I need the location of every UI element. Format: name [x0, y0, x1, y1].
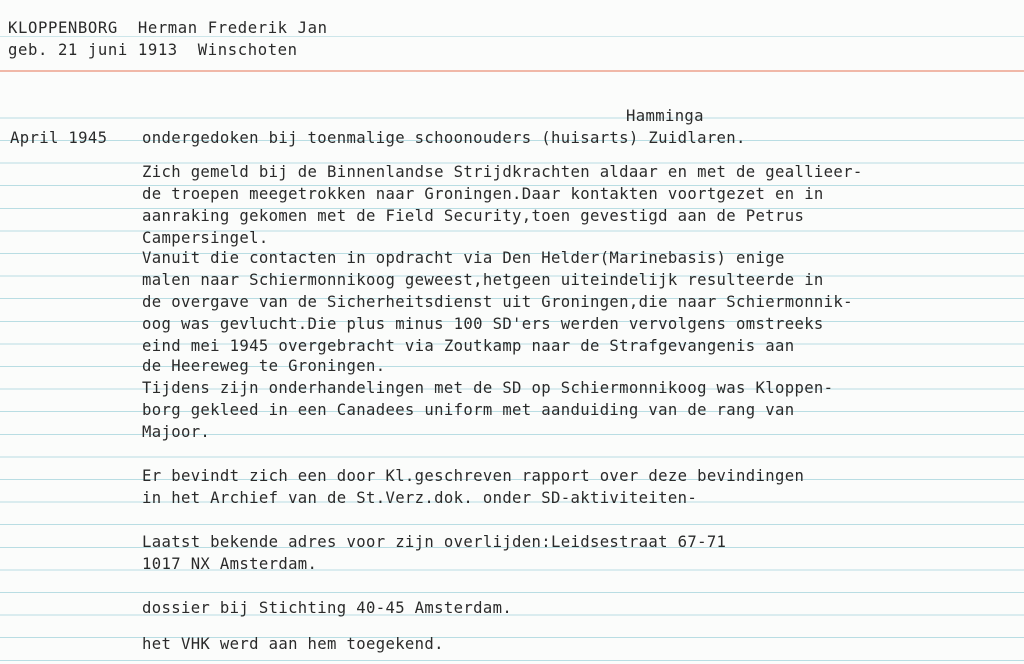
- entry-first-line: ondergedoken bij toenmalige schoonouders (huisarts) Zuidlaren.: [142, 129, 746, 147]
- body-line: de Heereweg te Groningen.: [142, 357, 386, 375]
- body-line: borg gekleed in een Canadees uniform met aanduiding van de rang van: [142, 401, 795, 419]
- award-line: het VHK werd aan hem toegekend.: [142, 635, 444, 653]
- dossier-line: dossier bij Stichting 40-45 Amsterdam.: [142, 599, 513, 617]
- body-line: malen naar Schiermonnikoog geweest,hetgeen uiteindelijk resulteerde in: [142, 271, 824, 289]
- body-line: de overgave van de Sicherheitsdienst uit Groningen,die naar Schiermonnik-: [142, 293, 853, 311]
- report-line: Er bevindt zich een door Kl.geschreven rapport over deze bevindingen: [142, 467, 805, 485]
- body-line: Zich gemeld bij de Binnenlandse Strijdkrachten aldaar en met de geallieer-: [142, 163, 863, 181]
- entry-date: April 1945: [10, 129, 108, 147]
- body-line: Campersingel.: [142, 229, 269, 247]
- body-line: eind mei 1945 overgebracht via Zoutkamp naar de Strafgevangenis aan: [142, 337, 795, 355]
- report-line: in het Archief van de St.Verz.dok. onder SD-aktiviteiten-: [142, 489, 698, 507]
- body-line: aanraking gekomen met de Field Security,toen gevestigd aan de Petrus: [142, 207, 805, 225]
- body-line: Majoor.: [142, 423, 211, 441]
- inserted-name: Hamminga: [626, 107, 704, 125]
- body-line: de troepen meegetrokken naar Groningen.Daar kontakten voortgezet en in: [142, 185, 824, 203]
- name-line: KLOPPENBORG Herman Frederik Jan: [8, 19, 328, 37]
- body-line: oog was gevlucht.Die plus minus 100 SD'ers werden vervolgens omstreeks: [142, 315, 824, 333]
- address-line: Laatst bekende adres voor zijn overlijden:Leidsestraat 67-71: [142, 533, 727, 551]
- address-line: 1017 NX Amsterdam.: [142, 555, 318, 573]
- body-line: Tijdens zijn onderhandelingen met de SD op Schiermonnikoog was Kloppen-: [142, 379, 834, 397]
- body-line: Vanuit die contacten in opdracht via Den Helder(Marinebasis) enige: [142, 249, 785, 267]
- birth-line: geb. 21 juni 1913 Winschoten: [8, 41, 298, 59]
- header-divider: [0, 70, 1024, 72]
